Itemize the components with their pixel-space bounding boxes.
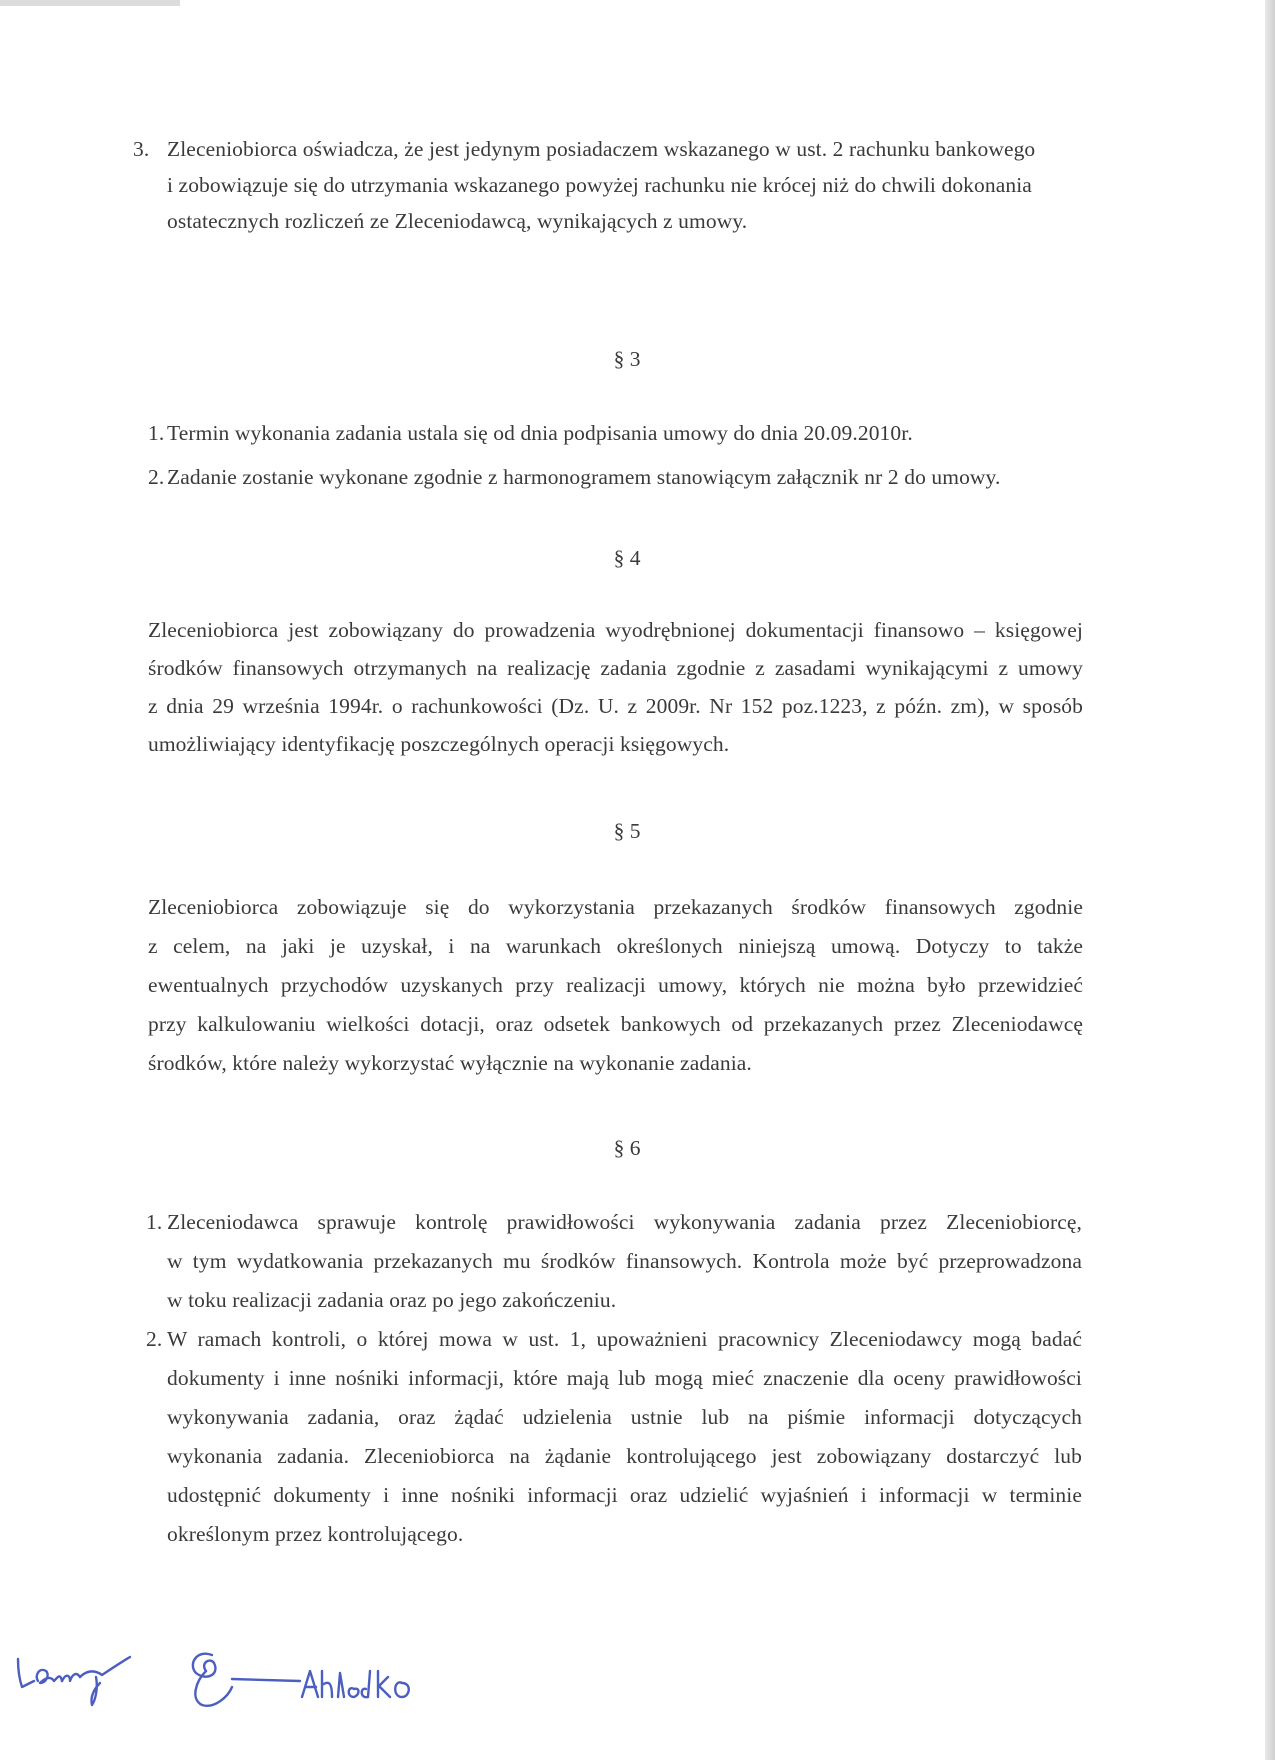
list-number: 2. [146, 1327, 163, 1351]
paragraph-line: w toku realizacji zadania oraz po jego zakończeniu. [167, 1288, 617, 1312]
signature-2 [193, 1654, 409, 1706]
list-number: 3. [133, 137, 150, 161]
list-number: 1. [146, 1210, 163, 1234]
section-heading: § 6 [613, 1136, 641, 1160]
paragraph-line: i zobowiązuje się do utrzymania wskazanego powyżej rachunku nie krócej niż do chwili dokonania [167, 173, 1032, 197]
paragraph-line: Termin wykonania zadania ustala się od dnia podpisania umowy do dnia 20.09.2010r. [167, 421, 913, 445]
scan-artifact [0, 0, 180, 6]
section-heading: § 3 [613, 347, 641, 371]
section-heading: § 5 [613, 819, 641, 843]
paragraph-line: ostatecznych rozliczeń ze Zleceniodawcą, wynikających z umowy. [167, 209, 748, 233]
paragraph-line: udostępnić dokumenty i inne nośniki informacji oraz udzielić wyjaśnień i informacji w terminie [167, 1483, 1082, 1507]
paragraph-line: dokumenty i inne nośniki informacji, które mają lub mogą mieć znaczenie dla oceny prawidłowości [167, 1366, 1082, 1390]
paragraph-line: Zleceniobiorca oświadcza, że jest jedynym posiadaczem wskazanego w ust. 2 rachunku bankowego [167, 137, 1036, 161]
paragraph-line: określonym przez kontrolującego. [167, 1522, 464, 1546]
paragraph-line: Zleceniodawca sprawuje kontrolę prawidłowości wykonywania zadania przez Zleceniobiorcę, [167, 1210, 1082, 1234]
signature-1 [18, 1657, 130, 1705]
paragraph-line: w tym wydatkowania przekazanych mu środków finansowych. Kontrola może być przeprowadzona [167, 1249, 1082, 1273]
signatures [0, 1615, 460, 1715]
paragraph-line: ewentualnych przychodów uzyskanych przy realizacji umowy, których nie można było przewidzieć [148, 973, 1083, 997]
paragraph-line: z celem, na jaki je uzyskał, i na warunkach określonych niniejszą umową. Dotyczy to także [148, 934, 1083, 958]
paragraph-line: przy kalkulowaniu wielkości dotacji, oraz odsetek bankowych od przekazanych przez Zleceniodawcę [148, 1012, 1083, 1036]
paragraph-line: środków finansowych otrzymanych na realizację zadania zgodnie z zasadami wynikającymi z umowy [148, 656, 1083, 680]
list-number: 1. [148, 421, 165, 445]
paragraph-line: umożliwiający identyfikację poszczególnych operacji księgowych. [148, 732, 730, 756]
paragraph-line: wykonywania zadania, oraz żądać udzielenia ustnie lub na piśmie informacji dotyczących [167, 1405, 1082, 1429]
paragraph-line: Zadanie zostanie wykonane zgodnie z harmonogramem stanowiącym załącznik nr 2 do umowy. [167, 465, 1001, 489]
paragraph-line: wykonania zadania. Zleceniobiorca na żądanie kontrolującego jest zobowiązany dostarczyć lub [167, 1444, 1082, 1468]
paragraph-line: W ramach kontroli, o której mowa w ust. 1, upoważnieni pracownicy Zleceniodawcy mogą badać [167, 1327, 1082, 1351]
paragraph-line: Zleceniobiorca jest zobowiązany do prowadzenia wyodrębnionej dokumentacji finansowo – księgowej [148, 618, 1083, 642]
paragraph-line: z dnia 29 września 1994r. o rachunkowości (Dz. U. z 2009r. Nr 152 poz.1223, z późn. zm), w sposób [148, 694, 1083, 718]
list-number: 2. [148, 465, 165, 489]
paragraph-line: Zleceniobiorca zobowiązuje się do wykorzystania przekazanych środków finansowych zgodnie [148, 895, 1083, 919]
paragraph-line: środków, które należy wykorzystać wyłącznie na wykonanie zadania. [148, 1051, 752, 1075]
section-heading: § 4 [613, 546, 641, 570]
scan-edge-shadow [1265, 0, 1275, 1760]
